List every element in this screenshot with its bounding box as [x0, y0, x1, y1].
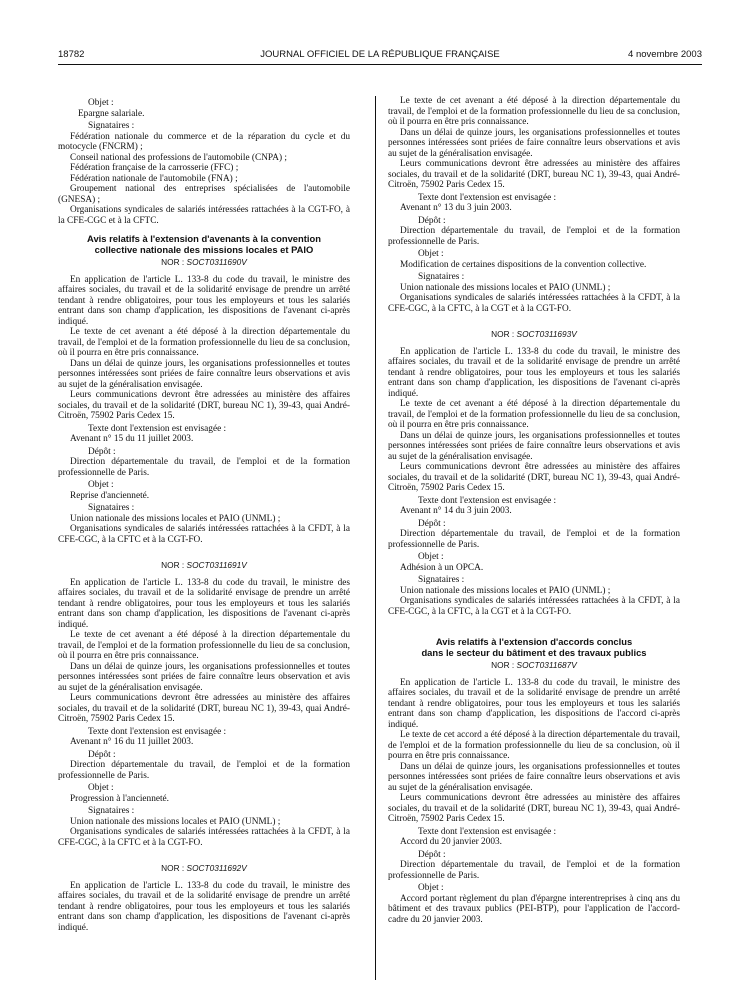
objet-label: Objet :: [88, 480, 114, 490]
paragraph: Dans un délai de quinze jours, les organisations professionnelles et toutes personnes intéressées sont priées de faire connaître leurs observations et avis au sujet de la généralisation envisagée.: [388, 127, 680, 159]
paragraph: Le texte de cet avenant a été déposé à la direction départementale du travail, de l'emploi et de la formation professionnelle du lieu de sa conclusion, où il pourra en être pris connaissance.: [388, 399, 680, 430]
depot-label: Dépôt :: [88, 446, 116, 457]
texte-label: Texte dont l'extension est envisagée :: [88, 726, 227, 737]
paragraph: Dans un délai de quinze jours, les organisations professionnelles et toutes personnes intéressées sont priées de faire connaître leurs observations et avis au sujet de la généralisation envisagée.: [388, 430, 680, 462]
signataire-item: Fédération française de la carrosserie (FFC) ;: [70, 163, 239, 173]
texte-value: Avenant n° 15 du 11 juillet 2003.: [70, 434, 194, 444]
nor-reference: [58, 560, 350, 571]
nor-reference: [58, 863, 350, 874]
nor-reference: [388, 660, 680, 671]
paragraph: En application de l'article L. 133-8 du code du travail, le ministre des affaires sociales, du travail et de la solidarité envisage de prendre un arrêté tendant à rendre obligatoires, pour tous les employeurs et tous les salariés entrant dans son champ d'application, les dispositions de l'accord ci-après indiqué.: [388, 677, 680, 730]
signataire-item: Conseil national des professions de l'automobile (CNPA) ;: [70, 152, 287, 163]
paragraph: Le texte de cet avenant a été déposé à la direction départementale du travail, de l'emploi et de la formation professionnelle du lieu de sa conclusion, où il pourra en être pris connaissance.: [388, 96, 680, 127]
signataires-label: Signataires :: [88, 121, 135, 131]
depot-label: Dépôt :: [88, 749, 116, 760]
depot-label: Dépôt :: [418, 518, 446, 529]
nor-reference: [388, 329, 680, 340]
texte-value: Avenant n° 14 du 3 juin 2003.: [400, 506, 512, 516]
section-title: [388, 637, 680, 658]
depot-value: Direction départementale du travail, de l'emploi et de la formation professionnelle de Paris.: [388, 860, 680, 881]
paragraph: Leurs communications devront être adressées au ministère des affaires sociales, du travail et de la solidarité (DRT, bureau NC 1), 39-43, quai André-Citroën, 75902 Paris Cedex 15.: [58, 693, 350, 724]
texte-value: Avenant n° 16 du 11 juillet 2003.: [70, 737, 194, 747]
nor-label: NOR :: [491, 660, 515, 670]
texte-label: Texte dont l'extension est envisagée :: [418, 192, 557, 203]
paragraph: Leurs communications devront être adressées au ministère des affaires sociales, du travail et de la solidarité (DRT, bureau NC 1), 39-43, quai André-Citroën, 75902 Paris Cedex 15.: [388, 462, 680, 493]
depot-value: Direction départementale du travail, de l'emploi et de la formation professionnelle de Paris.: [388, 529, 680, 550]
texte-value: Avenant n° 13 du 3 juin 2003.: [400, 203, 512, 213]
objet-value: Progression à l'ancienneté.: [70, 793, 170, 804]
paragraph: En application de l'article L. 133-8 du code du travail, le ministre des affaires sociales, du travail et de la solidarité envisage de prendre un arrêté tendant à rendre obligatoires, pour tous les employeurs et tous les salariés entrant dans son champ d'application, les dispositions de l'avenant ci-après indiqué.: [58, 274, 350, 327]
signataires-label: Signataires :: [418, 272, 465, 282]
signataire-item: Organisations syndicales de salariés intéressées rattachées à la CFDT, à la CFE-CGC, à la CFTC, à la CGT et à la CGT-FO.: [388, 596, 680, 617]
nor-code: SOCT0311693V: [516, 329, 577, 339]
signataire-item: Organisations syndicales de salariés intéressées rattachées à la CGT-FO, à la CFE-CGC et à la CFTC.: [58, 205, 350, 226]
depot-label: Dépôt :: [418, 849, 446, 860]
page-header: [58, 46, 702, 65]
signataire-item: Union nationale des missions locales et PAIO (UNML) ;: [70, 513, 281, 524]
section-title-line: Avis relatifs à l'extension d'accords conclus: [435, 636, 633, 647]
signataires-label: Signataires :: [418, 575, 465, 585]
nor-code: SOCT0311690V: [186, 257, 247, 267]
section-title-line: dans le secteur du bâtiment et des travaux publics: [421, 646, 647, 658]
signataire-item: Groupement national des entreprises spécialisées de l'automobile (GNESA) ;: [58, 184, 350, 205]
right-column: [388, 96, 680, 925]
nor-code: SOCT0311687V: [516, 660, 577, 670]
objet-label: Objet :: [88, 783, 114, 793]
objet-value: Modification de certaines dispositions de la convention collective.: [400, 259, 647, 270]
paragraph: En application de l'article L. 133-8 du code du travail, le ministre des affaires sociales, du travail et de la solidarité envisage de prendre un arrêté tendant à rendre obligatoires, pour tous les employeurs et tous les salariés entrant dans son champ d'application, les dispositions de l'avenant ci-après indiqué.: [388, 346, 680, 399]
nor-code: SOCT0311692V: [186, 863, 247, 873]
section-title-line: Avis relatifs à l'extension d'avenants à la convention: [87, 233, 321, 244]
texte-label: Texte dont l'extension est envisagée :: [88, 423, 227, 434]
paragraph: Leurs communications devront être adressées au ministère des affaires sociales, du travail et de la solidarité (DRT, bureau NC 1), 39-43, quai André-Citroën, 75902 Paris Cedex 15.: [58, 390, 350, 421]
signataire-item: Union nationale des missions locales et PAIO (UNML) ;: [70, 816, 281, 827]
signataire-item: Fédération nationale de l'automobile (FNA) ;: [70, 173, 238, 184]
paragraph: Le texte de cet avenant a été déposé à la direction départementale du travail, de l'emploi et de la formation professionnelle du lieu de sa conclusion, où il pourra en être pris connaissance.: [58, 630, 350, 661]
objet-label: Objet :: [418, 552, 444, 562]
objet-value: Accord portant règlement du plan d'épargne interentreprises à cinq ans du bâtiment et des travaux publics (PEI-BTP), pour l'application de l'accord-cadre du 20 janvier 2003.: [388, 893, 680, 925]
signataire-item: Union nationale des missions locales et PAIO (UNML) ;: [400, 585, 611, 596]
nor-label: NOR :: [161, 560, 185, 570]
paragraph: Dans un délai de quinze jours, les organisations professionnelles et toutes personnes intéressées sont priées de faire connaître leurs observations et avis au sujet de la généralisation envisagée.: [388, 761, 680, 793]
depot-value: Direction départementale du travail, de l'emploi et de la formation professionnelle de Paris.: [388, 226, 680, 247]
signataire-item: Organisations syndicales de salariés intéressées rattachées à la CFDT, à la CFE-CGC, à la CFTC et à la CGT-FO.: [58, 524, 350, 545]
nor-reference: [58, 257, 350, 268]
left-column: [58, 96, 350, 933]
objet-value: Adhésion à un OPCA.: [400, 562, 484, 573]
journal-title: JOURNAL OFFICIEL DE LA RÉPUBLIQUE FRANÇAISE: [260, 49, 500, 60]
column-divider: [375, 96, 376, 980]
section-title-line: collective nationale des missions locales et PAIO: [94, 243, 314, 255]
depot-value: Direction départementale du travail, de l'emploi et de la formation professionnelle de Paris.: [58, 760, 350, 781]
objet-label: Objet :: [418, 883, 444, 893]
issue-date: 4 novembre 2003: [628, 49, 702, 60]
paragraph: Dans un délai de quinze jours, les organisations professionnelles et toutes personnes intéressées sont priées de faire connaître leurs observation et avis au sujet de la généralisation envisagée.: [58, 661, 350, 693]
nor-label: NOR :: [491, 329, 515, 339]
paragraph: Le texte de cet avenant a été déposé à la direction départementale du travail, de l'emploi et de la formation professionnelle du lieu de sa conclusion, où il pourra en être pris connaissance.: [58, 327, 350, 358]
objet-label: Objet :: [88, 98, 114, 108]
signataires-label: Signataires :: [88, 806, 135, 816]
paragraph: Dans un délai de quinze jours, les organisations professionnelles et toutes personnes intéressées sont priées de faire connaître leurs observations et avis au sujet de la généralisation envisagée.: [58, 358, 350, 390]
depot-label: Dépôt :: [418, 215, 446, 226]
nor-label: NOR :: [161, 863, 185, 873]
nor-label: NOR :: [161, 257, 185, 267]
section-title: [58, 234, 350, 255]
objet-text: Epargne salariale.: [78, 108, 145, 119]
objet-label: Objet :: [418, 249, 444, 259]
page-number: 18782: [58, 49, 85, 60]
paragraph: Leurs communications devront être adressées au ministère des affaires sociales, du travail et de la solidarité (DRT, bureau NC 1), 39-43, quai André-Citroën, 75902 Paris Cedex 15.: [388, 793, 680, 824]
paragraph: En application de l'article L. 133-8 du code du travail, le ministre des affaires sociales, du travail et de la solidarité envisage de prendre un arrêté tendant à rendre obligatoires, pour tous les employeurs et tous les salariés entrant dans son champ d'application, les dispositions de l'avenant ci-après indiqué.: [58, 880, 350, 933]
depot-value: Direction départementale du travail, de l'emploi et de la formation professionnelle de Paris.: [58, 457, 350, 478]
signataire-item: Organisations syndicales de salariés intéressées rattachées à la CFDT, à la CFE-CGC, à la CFTC, à la CGT et à la CGT-FO.: [388, 293, 680, 314]
texte-label: Texte dont l'extension est envisagée :: [418, 495, 557, 506]
signataire-item: Union nationale des missions locales et PAIO (UNML) ;: [400, 282, 611, 293]
objet-value: Reprise d'ancienneté.: [70, 490, 150, 501]
texte-value: Accord du 20 janvier 2003.: [400, 837, 502, 847]
paragraph: En application de l'article L. 133-8 du code du travail, le ministre des affaires sociales, du travail et de la solidarité envisage de prendre un arrêté tendant à rendre obligatoires, pour tous les employeurs et tous les salariés entrant dans son champ d'application, les dispositions de l'avenant ci-après indiqué.: [58, 577, 350, 630]
texte-label: Texte dont l'extension est envisagée :: [418, 826, 557, 837]
paragraph: Leurs communications devront être adressées au ministère des affaires sociales, du travail et de la solidarité (DRT, bureau NC 1), 39-43, quai André-Citroën, 75902 Paris Cedex 15.: [388, 159, 680, 190]
nor-code: SOCT0311691V: [186, 560, 247, 570]
signataire-item: Organisations syndicales de salariés intéressées rattachées à la CFDT, à la CFE-CGC, à la CFTC et à la CGT-FO.: [58, 827, 350, 848]
paragraph: Le texte de cet accord a été déposé à la direction départementale du travail, de l'emploi et de la formation professionnelle du lieu de sa conclusion, où il pourra en être pris connaissance.: [388, 730, 680, 761]
signataires-label: Signataires :: [88, 503, 135, 513]
signataire-item: Fédération nationale du commerce et de la réparation du cycle et du motocycle (FNCRM) ;: [58, 131, 350, 152]
